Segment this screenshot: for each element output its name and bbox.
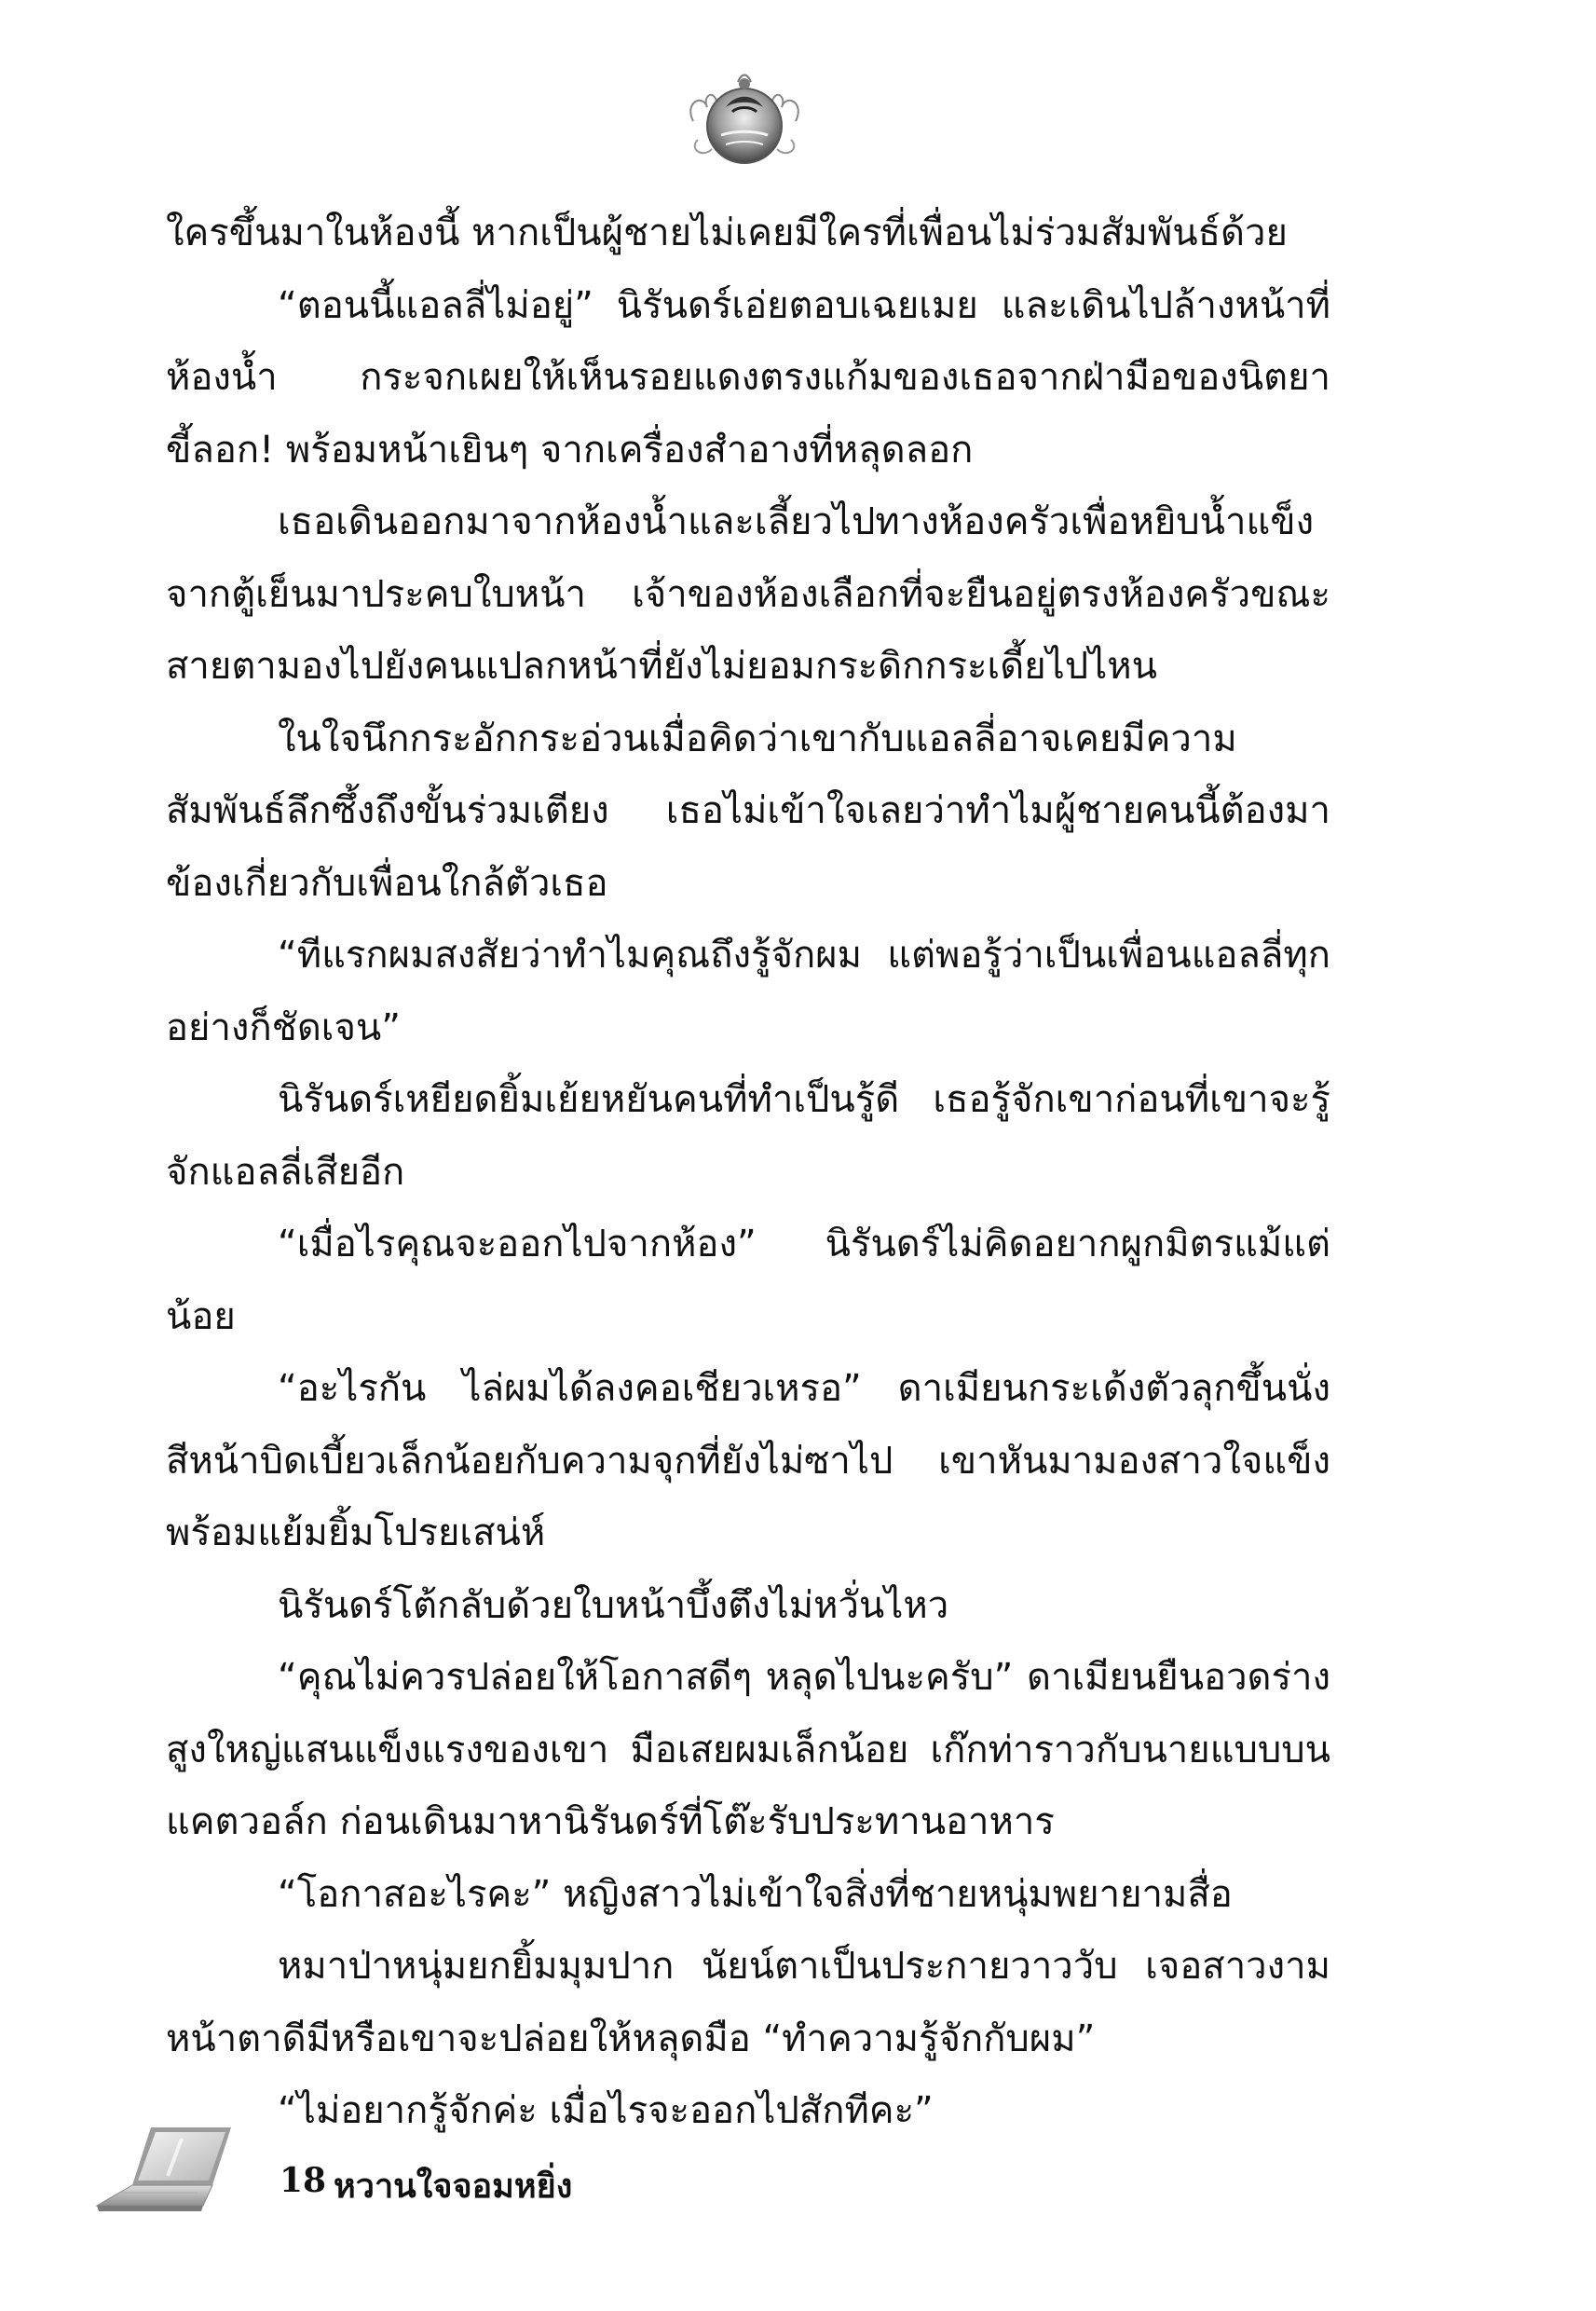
book-title: หวานใจจอมหยิ่ง xyxy=(334,2167,573,2206)
paragraph: “ตอนนี้แอลลี่ไม่อยู่” นิรันดร์เอ่ยตอบเฉยเมย และเดินไปล้างหน้าที่ห้องน้ำ กระจกเผยให้เห็นรอยแดงตรงแก้มของเธอจากฝ่ามือของนิตยาขี้ลอก! พร้อมหน้าเยินๆ จากเครื่องสำอางที่หลุดลอก xyxy=(166,283,1330,472)
body-text xyxy=(166,198,1330,2148)
paragraph: ใครขึ้นมาในห้องนี้ หากเป็นผู้ชายไม่เคยมีใครที่เพื่อนไม่ร่วมสัมพันธ์ด้วย xyxy=(166,212,1288,254)
paragraph: “อะไรกัน ไล่ผมได้ลงคอเชียวเหรอ” ดาเมียนกระเด้งตัวลุกขึ้นนั่งสีหน้าบิดเบี้ยวเล็กน้อยกับความจุกที่ยังไม่ซาไป เขาหันมามองสาวใจแข็งพร้อมแย้มยิ้มโปรยเสน่ห์ xyxy=(166,1367,1330,1554)
paragraph: “คุณไม่ควรปล่อยให้โอกาสดีๆ หลุดไปนะครับ” ดาเมียนยืนอวดร่างสูงใหญ่แสนแข็งแรงของเขา มือเสยผมเล็กน้อย เก๊กท่าราวกับนายแบบบนแคตวอล์ก ก่อนเดินมาหานิรันดร์ที่โต๊ะรับประทานอาหาร xyxy=(166,1656,1330,1843)
paragraph: นิรันดร์โต้กลับด้วยใบหน้าบึ้งตึงไม่หวั่นไหว xyxy=(278,1583,949,1627)
paragraph: “ทีแรกผมสงสัยว่าทำไมคุณถึงรู้จักผม แต่พอรู้ว่าเป็นเพื่อนแอลลี่ทุกอย่างก็ชัดเจน” xyxy=(166,934,1330,1049)
page-footer xyxy=(93,2120,932,2232)
paragraph: นิรันดร์เหยียดยิ้มเย้ยหยันคนที่ทำเป็นรู้ดี เธอรู้จักเขาก่อนที่เขาจะรู้จักแอลลี่เสียอีก xyxy=(166,1078,1330,1194)
paragraph: “โอกาสอะไรคะ” หญิงสาวไม่เข้าใจสิ่งที่ชายหนุ่มพยายามสื่อ xyxy=(278,1872,1233,1916)
paragraph: เธอเดินออกมาจากห้องน้ำและเลี้ยวไปทางห้องครัวเพื่อหยิบน้ำแข็งจากตู้เย็นมาประคบใบหน้า เจ้าของห้องเลือกที่จะยืนอยู่ตรงห้องครัวขณะสายตามองไปยังคนแปลกหน้าที่ยังไม่ยอมกระดิกกระเดี้ยไปไหน xyxy=(166,500,1330,688)
paragraph: หมาป่าหนุ่มยกยิ้มมุมปาก นัยน์ตาเป็นประกายวาววับ เจอสาวงามหน้าตาดีมีหรือเขาจะปล่อยให้หลุดมือ “ทำความรู้จักกับผม” xyxy=(166,1945,1330,2060)
paragraph: ในใจนึกกระอักกระอ่วนเมื่อคิดว่าเขากับแอลลี่อาจเคยมีความสัมพันธ์ลึกซึ้งถึงขั้นร่วมเตียง เธอไม่เข้าใจเลยว่าทำไมผู้ชายคนนี้ต้องมาข้องเกี่ยวกับเพื่อนใกล้ตัวเธอ xyxy=(166,717,1330,905)
paragraph: “เมื่อไรคุณจะออกไปจากห้อง” นิรันดร์ไม่คิดอยากผูกมิตรแม้แต่น้อย xyxy=(166,1223,1330,1338)
laptop-icon xyxy=(93,2120,242,2222)
ornamental-emblem-icon xyxy=(684,56,805,177)
page-number: 18 xyxy=(280,2161,327,2200)
paragraph: “ไม่อยากรู้จักค่ะ เมื่อไรจะออกไปสักทีคะ” xyxy=(278,2089,934,2132)
